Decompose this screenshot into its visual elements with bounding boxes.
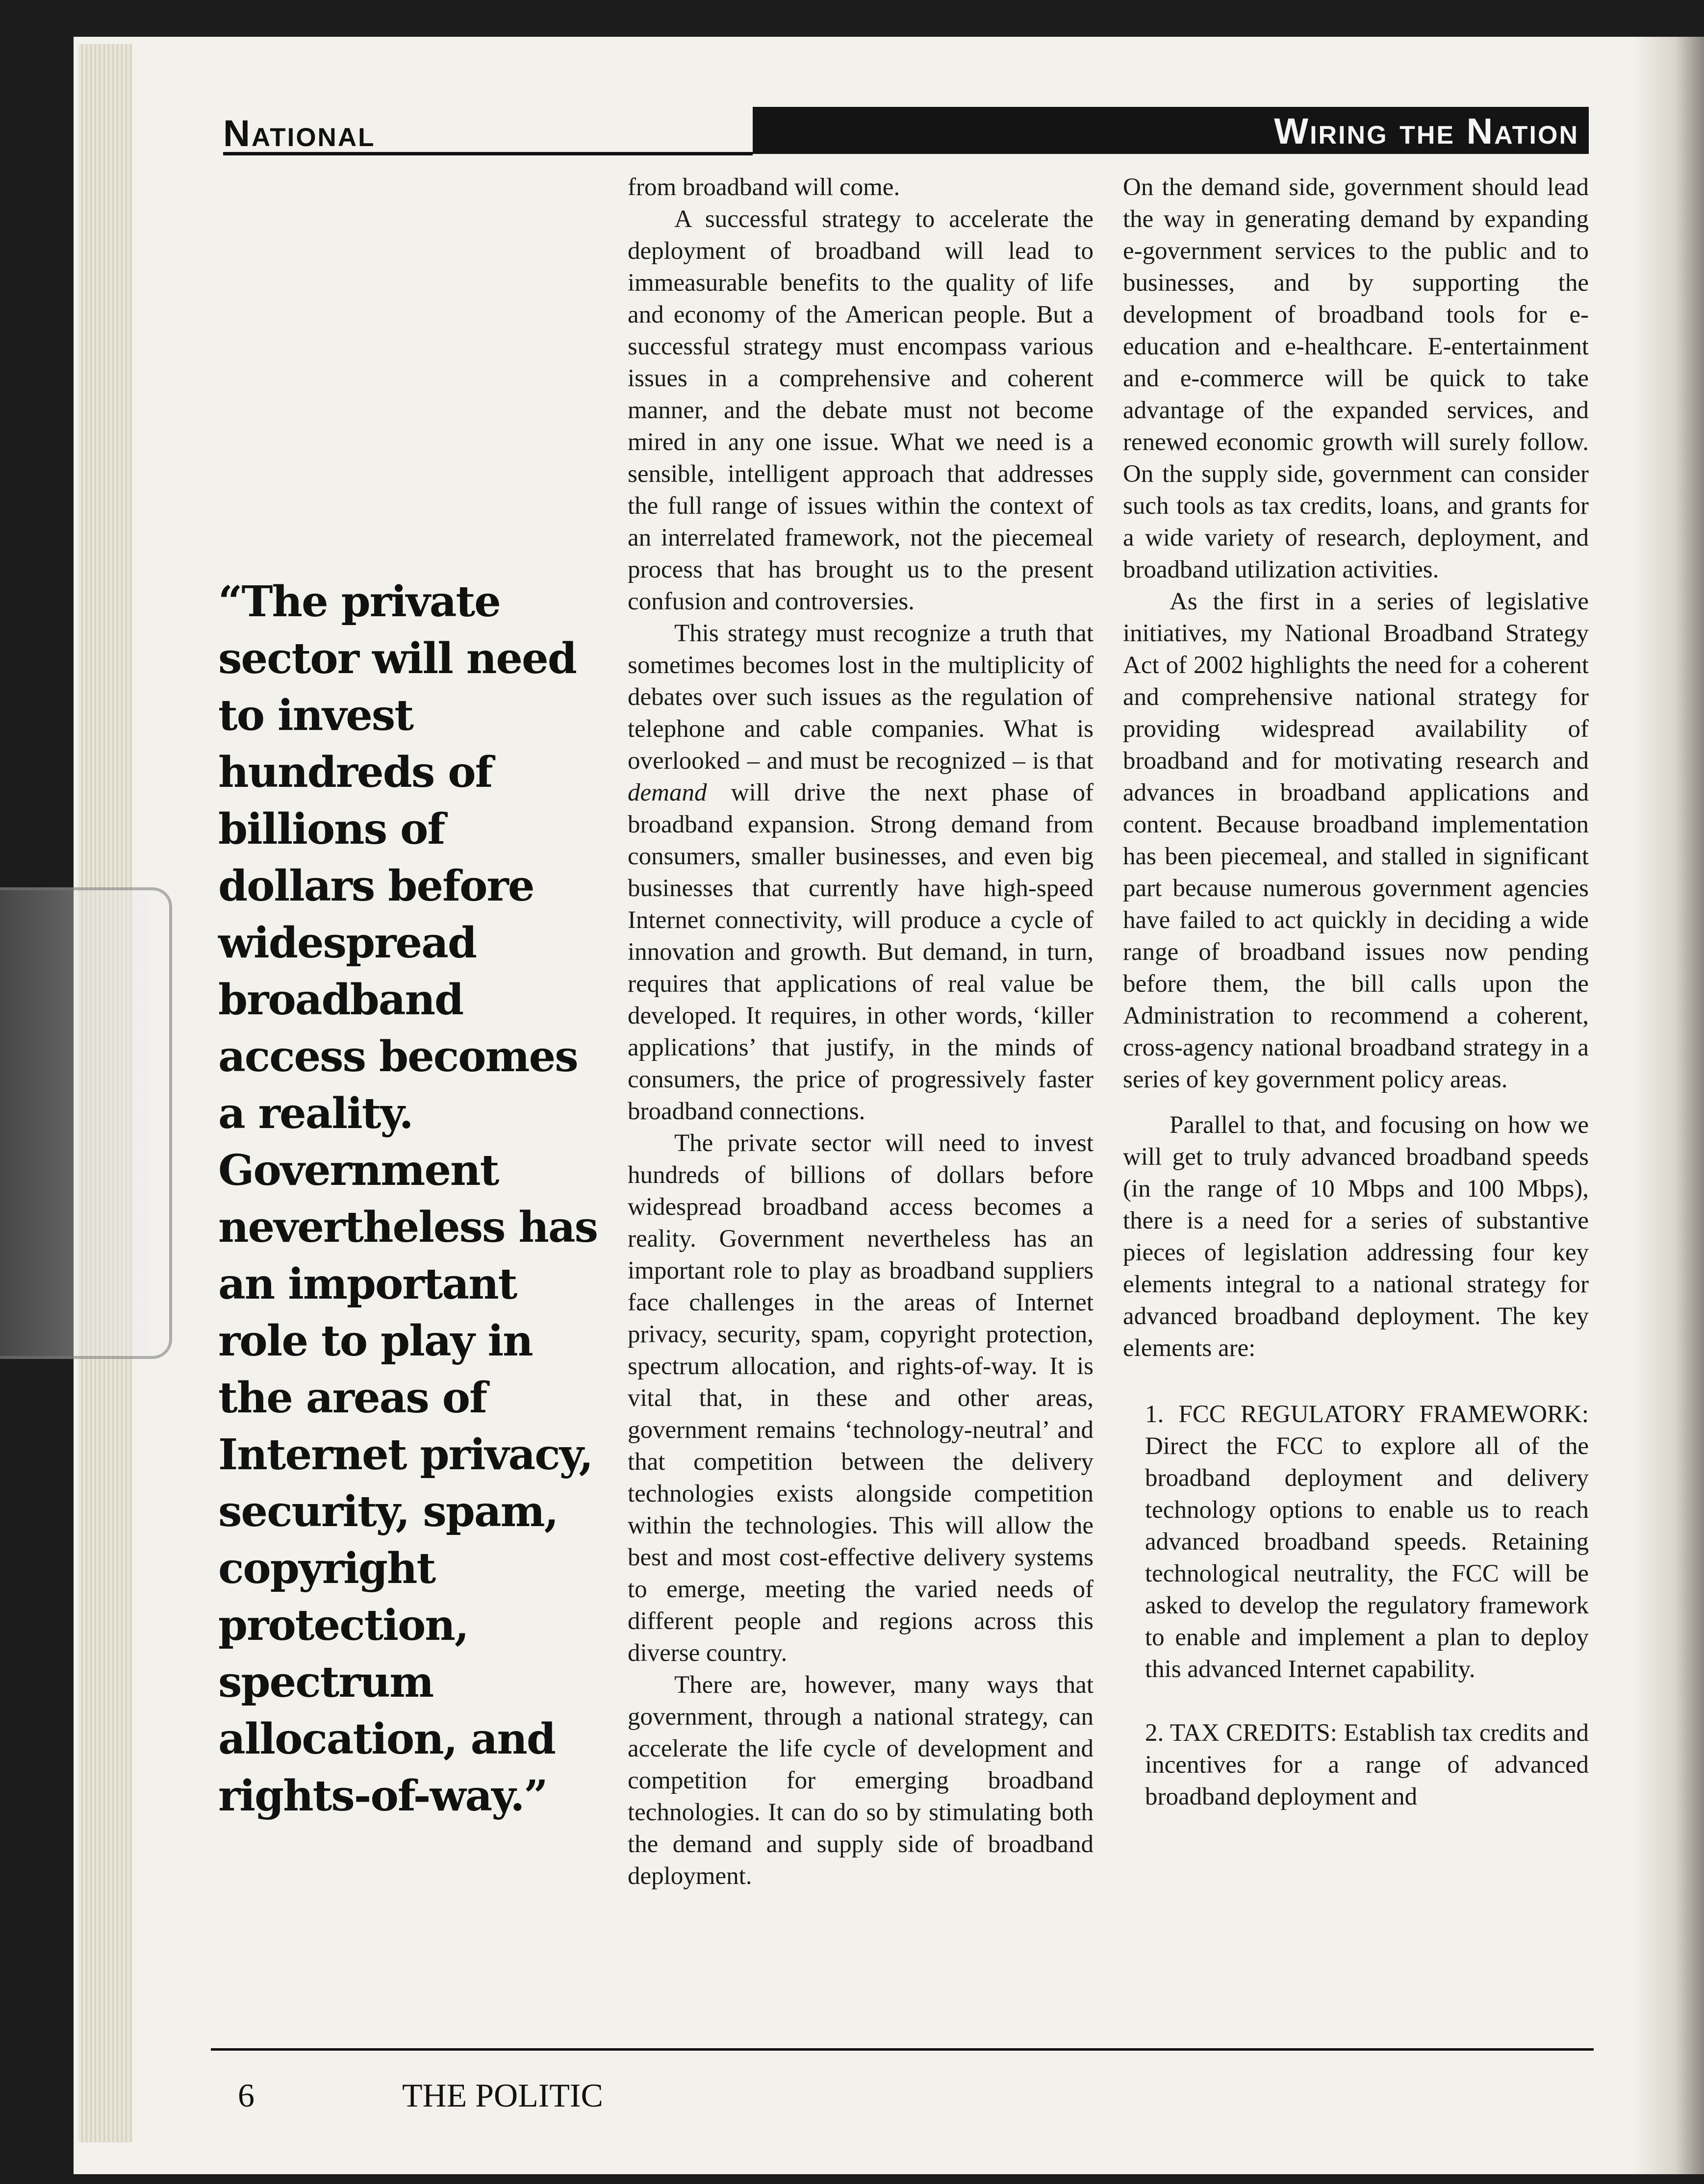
paragraph: As the first in a series of legislative initiatives, my National Broadband Strategy Act of 2002 highlights the need for a coherent and comprehensive national strategy for providing widespread availability of broadband and for motivating research and advances in broadband applications and content. Because broadband implementation has been piecemeal, and stalled in significant part because numerous government agencies have failed to act quickly in deciding a wide range of broadband issues now pending before them, the bill calls upon the Administration to recommend a coherent, cross-agency national broadband strategy in a series of key government policy areas. [1123,588,1589,1093]
paragraph [628,618,1094,1128]
paragraph: There are, however, many ways that government, through a national strategy, can accelerate the life cycle of development and competition for emerging broadband technologies. It can do so by stimulating both the demand and supply side of broadband deployment. [628,1671,1094,1890]
pull-quote: “The private sector will need to invest hundreds of billions of dollars before widespread broadband access becomes a reality. Government nevertheless has an important role to play in the areas of Internet privacy, security, spam, copyright protection, spectrum allocation, and rights-of-way.” [218,577,598,1821]
publication-name: THE POLITIC [402,2077,603,2114]
paragraph: Parallel to that, and focusing on how we will get to truly advanced broadband speeds (in the range of 10 Mbps and 100 Mbps), there is a need for a series of substantive pieces of legislation addressing four key elements integral to a national strategy for advanced broadband deployment. The key elements are: [1123,1111,1589,1362]
key-elements-list [1123,1399,1589,1813]
paragraph: On the demand side, government should lead the way in generating demand by expanding e-government services to the public and to businesses, and by supporting the development of broadband tools for e-education and e-healthcare. E-entertainment and e-commerce will be quick to take advantage of the expanded services, and renewed economic growth will surely follow. On the supply side, government can consider such tools as tax credits, loans, and grants for a wide variety of research, deployment, and broadband utilization activities. [1123,174,1589,583]
section-header: National [223,112,753,155]
article-column-right [1123,172,1589,1813]
footer-rule [211,2048,1594,2051]
paragraph: from broadband will come. [628,174,900,201]
feature-banner: Wiring the Nation [753,107,1589,154]
page-curl [1633,37,1704,2174]
list-item: 2. TAX CREDITS: Establish tax credits and incentives for a range of advanced broadband deployment and [1145,1719,1589,1810]
paragraph-text: will drive the next phase of broadband expansion. Strong demand from consumers, smaller businesses, and even big businesses that currently have high-speed Internet connectivity, will produce a cycle of innovation and growth. But demand, in turn, requires that applications of real value be developed. It requires, in other words, ‘killer applications’ that justify, in the minds of consumers, the price of progressively faster broadband connections. [628,779,1094,1125]
page-number: 6 [238,2077,254,2114]
emphasis-demand: demand [628,779,707,806]
paragraph: The private sector will need to invest hundreds of billions of dollars before widespread broadband access becomes a reality. Government nevertheless has an important role to play as broadband suppliers face challenges in the areas of Internet privacy, security, spam, copyright protection, spectrum allocation, and rights-of-way. It is vital that, in these and other areas, government remains ‘technology-neutral’ and that competition between the delivery technologies exists alongside competition within the technologies. This will allow the best and most cost-effective delivery systems to emerge, meeting the varied needs of different people and regions across this diverse country. [628,1130,1094,1667]
binder-clip [0,887,172,1359]
article-column-middle [628,172,1094,1892]
list-item: 1. FCC REGULATORY FRAMEWORK: Direct the FCC to explore all of the broadband deployment and delivery technology options to enable us to reach advanced broadband speeds. Retaining technological neutrality, the FCC will be asked to develop the regulatory framework to enable and implement a plan to deploy this advanced Internet capability. [1145,1401,1589,1683]
paragraph: A successful strategy to accelerate the deployment of broadband will lead to immeasurable benefits to the quality of life and economy of the American people. But a successful strategy must encompass various issues in a comprehensive and coherent manner, and the debate must not become mired in any one issue. What we need is a sensible, intelligent approach that addresses the full range of issues within the context of an interrelated framework, not the piecemeal process that has brought us to the present confusion and controversies. [628,205,1094,615]
paragraph-text: This strategy must recognize a truth that sometimes becomes lost in the multiplicity of debates over such issues as the regulation of telephone and cable companies. What is overlooked – and must be recognized – is that [628,620,1094,775]
